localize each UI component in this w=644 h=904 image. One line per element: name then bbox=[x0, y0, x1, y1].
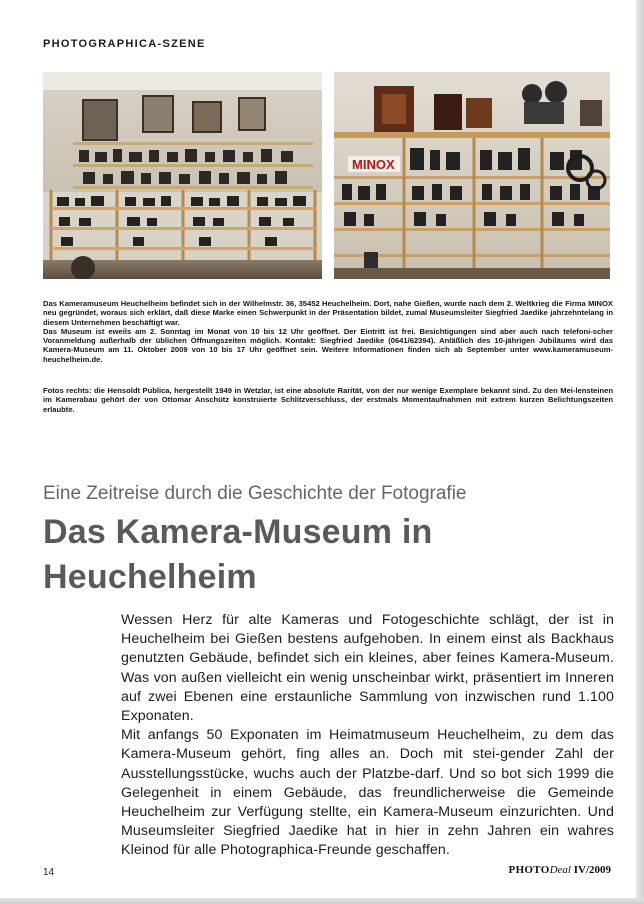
article-body bbox=[121, 611, 614, 861]
minox-sign-text: MINOX bbox=[352, 157, 395, 172]
body-paragraph-2: Mit anfangs 50 Exponaten im Heimatmuseum Heuchelheim, zu dem das Kamera-Museum gehört, fing alles an. Doch mit stei-gender Zahl der Ausstellungsstücke, wuchs auch der Platzbe-darf. Und so bot sich 1999 die Gelegenheit in einem Gebäude, das freundlicherweise die Gemeinde Heuchelheim zur Verfügung stellte, ein Kamera-Museum einzurichten. Und Museumsleiter Siegfried Jaedike hat in hier in zehn Jahren ein wahres Kleinod für alle Photographica-Freunde geschaffen. bbox=[121, 727, 614, 859]
article-subtitle: Eine Zeitreise durch die Geschichte der Fotografie bbox=[43, 483, 467, 504]
caption-photos-right: Fotos rechts: die Hensoldt Publica, hergestellt 1949 in Wetzlar, ist eine absolute Rarität, von der nur wenige Exemplare bekannt sind. Zu den Mei-lensteinen im Kamerabau gehört der von Ottomar Anschütz konstruierte Schlitzverschluss, der erstmals Momentaufnahmen mit extrem kurzen Belichtungszeiten erlaubte. bbox=[43, 386, 613, 414]
caption-opening-hours: Das Museum ist eweils am 2. Sonntag im Monat von 10 bis 12 Uhr geöffnet. Der Eintritt ist frei. Besichtigungen sind aber auch nach telefoni-scher Voranmeldung außerhalb der üblichen Öffnungszeiten möglich. Kontakt: Siegfried Jaedike (0641/62394). Anläßlich des 10-jährigen Jubiläums wird das Kamera-Museum am 11. Oktober 2009 von 10 bis 17 Uhr geöffnet sein. Weitere Informationen finden sich ab September unter www.kameramuseum-heuchelheim.de. bbox=[43, 326, 613, 364]
museum-photo-left bbox=[43, 72, 322, 279]
section-label: PHOTOGRAPHICA-SZENE bbox=[43, 38, 206, 50]
brand-deal: Deal bbox=[549, 864, 571, 876]
magazine-footer bbox=[509, 864, 611, 876]
photo-credit-caption bbox=[43, 386, 613, 414]
photo-caption bbox=[43, 299, 613, 364]
page-number: 14 bbox=[43, 867, 55, 878]
page-edge-right bbox=[636, 0, 644, 904]
issue-number: IV/2009 bbox=[570, 864, 611, 876]
article-title-line-2: Heuchelheim bbox=[43, 558, 257, 596]
caption-museum-info: Das Kameramuseum Heuchelheim befindet sich in der Wilhelmstr. 36, 35452 Heuchelheim. Dort, nahe Gießen, wurde nach dem 2. Weltkrieg die Firma MINOX neu gegründet, woraus sich erklärt, daß diese Marke einen Schwerpunkt in der Präsentation bildet, zumal Museumsleiter Siegfried Jaedike jahrzehntelang in diesem Unternehmen beschäftigt war. bbox=[43, 299, 613, 327]
article-title-line-1: Das Kamera-Museum in bbox=[43, 513, 433, 551]
article-title bbox=[43, 510, 623, 600]
museum-photo-right bbox=[334, 72, 610, 279]
brand-photo: PHOTO bbox=[508, 864, 550, 876]
page-edge-bottom bbox=[0, 898, 644, 904]
body-paragraph-1: Wessen Herz für alte Kameras und Fotogeschichte schlägt, der ist in Heuchelheim bei Gießen bestens aufgehoben. In einem einst als Backhaus genutzten Gebäude, befindet sich ein kleines, aber feines Kamera-Museum. Was von außen vielleicht ein wenig unscheinbar wirkt, präsentiert im Inneren auf zwei Ebenen eine erstaunliche Sammlung von inzwischen rund 1.100 Exponaten. bbox=[121, 612, 614, 725]
